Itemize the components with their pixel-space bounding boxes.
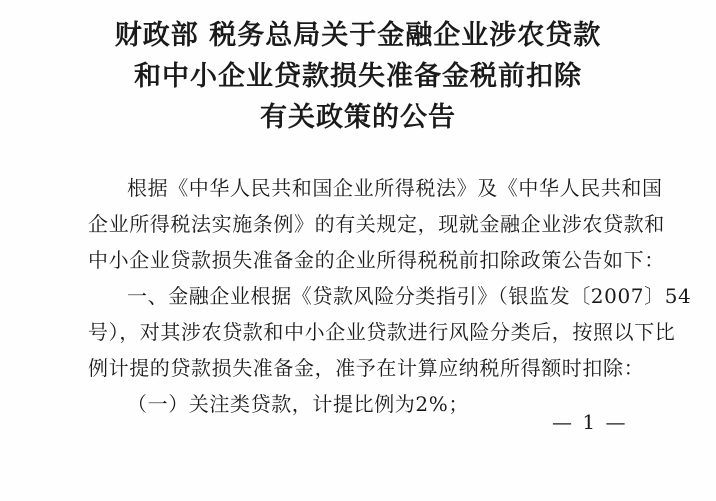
paragraph-1-line-2: 企业所得税法实施条例》的有关规定，现就金融企业涉农贷款和 bbox=[88, 212, 665, 236]
page-number: — 1 — bbox=[552, 410, 628, 434]
title-line-2: 和中小企业贷款损失准备金税前扣除 bbox=[134, 61, 582, 92]
paragraph-2-line-3: 例计提的贷款损失准备金，准予在计算应纳税所得额时扣除： bbox=[88, 356, 645, 380]
paragraph-1-line-3: 中小企业贷款损失准备金的企业所得税税前扣除政策公告如下： bbox=[88, 248, 665, 272]
paragraph-2-line-1: 一、金融企业根据《贷款风险分类指引》（银监发〔2007〕54 bbox=[127, 284, 692, 308]
title-line-1: 财政部 税务总局关于金融企业涉农贷款 bbox=[114, 20, 602, 51]
paragraph-2-line-2: 号），对其涉农贷款和中小企业贷款进行风险分类后，按照以下比 bbox=[88, 320, 676, 344]
title-line-3: 有关政策的公告 bbox=[260, 102, 456, 133]
list-item-1: （一）关注类贷款，计提比例为2%； bbox=[127, 392, 469, 416]
paragraph-1-line-1: 根据《中华人民共和国企业所得税法》及《中华人民共和国 bbox=[127, 176, 663, 200]
